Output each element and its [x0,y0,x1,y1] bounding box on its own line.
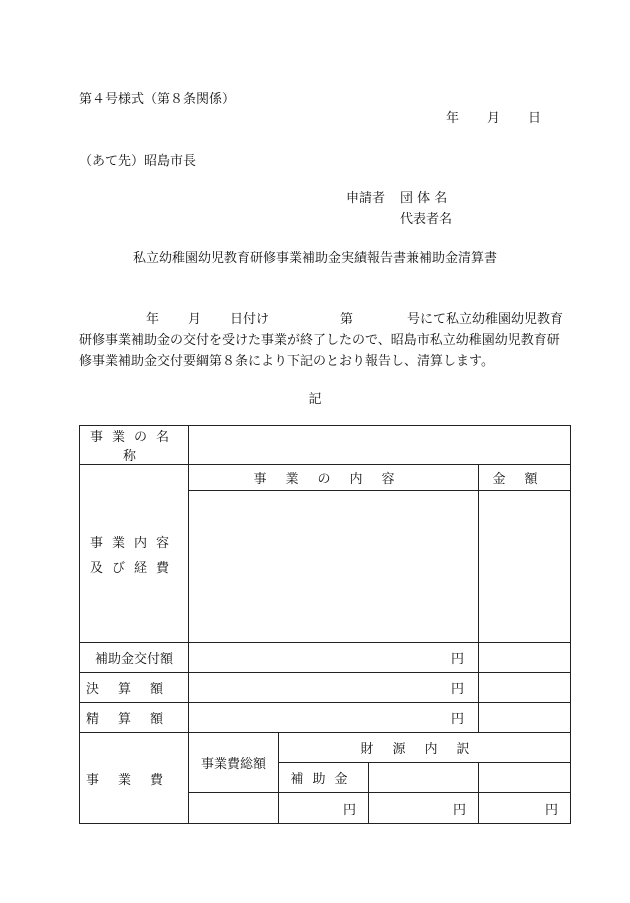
settlement-extra [479,673,571,703]
project-name-label: 事業の名称 [80,426,189,465]
funding-breakdown-label: 財源内訳 [279,733,571,763]
report-table [79,425,571,824]
total-cost-field[interactable] [189,793,279,824]
date-year: 年 [446,111,460,126]
funding-source-2[interactable] [369,763,479,793]
grant-issued-extra [479,643,571,673]
addressee: （あて先）昭島市長 [79,154,197,169]
settlement-label: 決算額 [80,673,189,703]
finalized-label: 精算額 [80,703,189,733]
content-label-line2: 及び経費 [89,560,178,576]
document-title: 私立幼稚園幼児教育研修事業補助金実績報告書兼補助金清算書 [132,251,497,266]
date-month: 月 [487,111,501,126]
amount-header: 金額 [479,465,571,491]
finalized-yen[interactable]: 円 [189,703,479,733]
date-day: 日 [528,111,542,126]
subsidy-yen[interactable]: 円 [279,793,369,824]
form-number: 第４号様式（第８条関係） [79,92,236,107]
applicant-label: 申請者 [346,191,386,206]
organization-name-label: 団 体 名 [400,191,448,206]
grant-issued-label: 補助金交付額 [80,643,189,673]
representative-label: 代表者名 [400,212,453,227]
content-and-cost-label [80,465,189,643]
funding-source-3[interactable] [479,763,571,793]
content-label-line1: 事業内容 [89,535,178,551]
settlement-yen[interactable]: 円 [189,673,479,703]
funding-source-2-yen[interactable]: 円 [369,793,479,824]
ki-heading: 記 [308,392,322,407]
body-line1-rest: 号にて私立幼稚園幼児教育 [407,312,564,327]
body-year: 年 [146,312,160,327]
body-month: 月 [188,312,202,327]
grant-issued-yen[interactable]: 円 [189,643,479,673]
content-field[interactable] [189,491,479,643]
total-cost-label: 事業費総額 [189,733,279,793]
body-line2: 研修事業補助金の交付を受けた事業が終了したので、昭島市私立幼稚園幼児教育研 [79,333,560,348]
funding-source-3-yen[interactable]: 円 [479,793,571,824]
body-line3: 修事業補助金交付要綱第８条により下記のとおり報告し、清算します。 [79,354,494,369]
finalized-extra [479,703,571,733]
project-name-field[interactable] [189,426,571,465]
subsidy-label: 補助金 [279,763,369,793]
content-header: 事業の内容 [189,465,479,491]
body-dated: 日付け [230,312,270,327]
project-cost-label: 事業費 [80,733,189,824]
body-number-prefix: 第 [340,312,354,327]
amount-field[interactable] [479,491,571,643]
